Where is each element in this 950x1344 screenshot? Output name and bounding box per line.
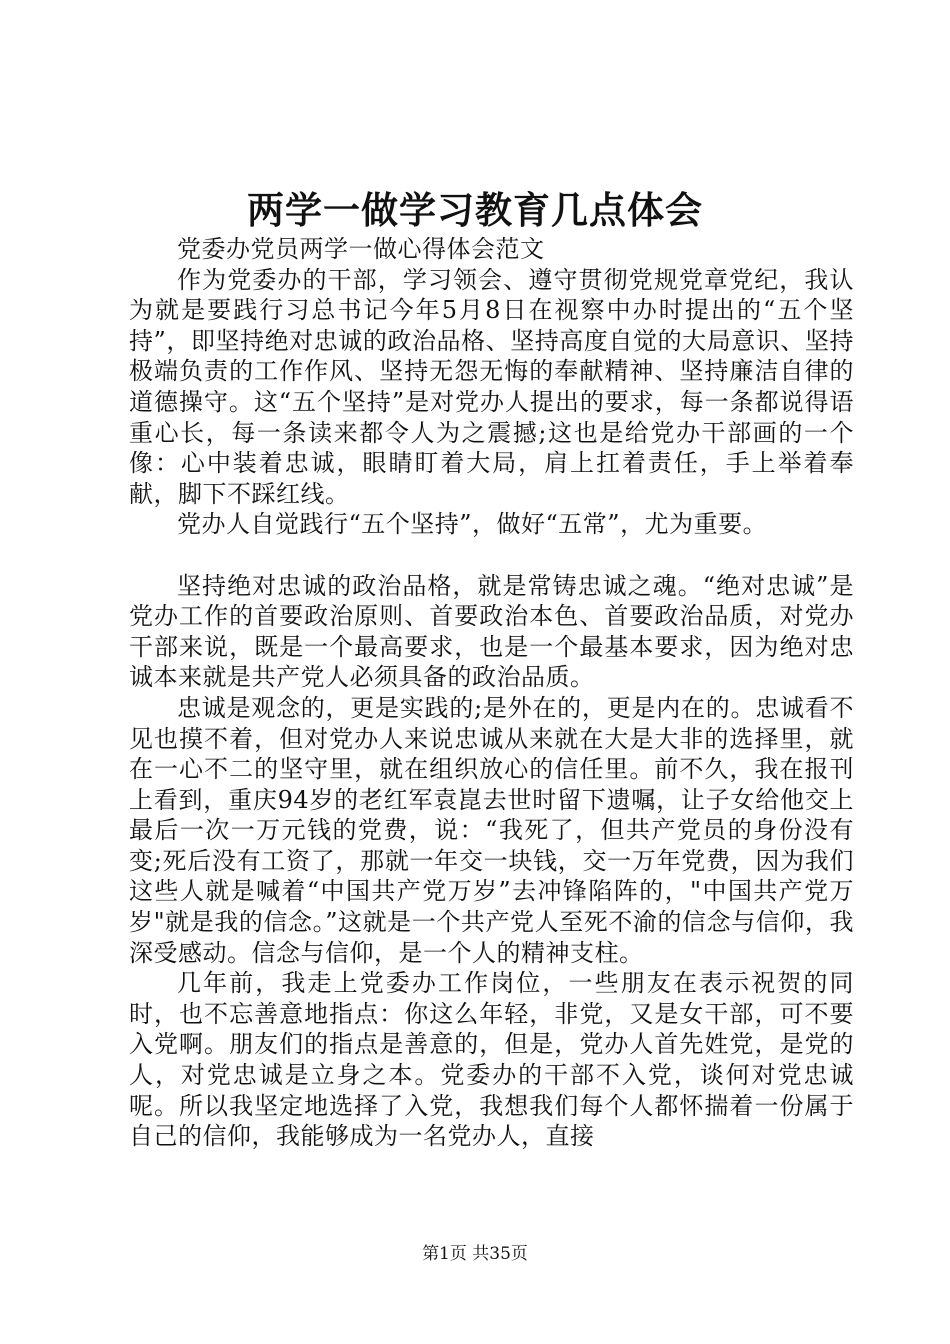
- paragraph-gap: [129, 540, 854, 571]
- document-title: 两学一做学习教育几点体会: [247, 188, 703, 232]
- document-body: [129, 234, 854, 1152]
- body-paragraph: 忠诚是观念的，更是实践的;是外在的，更是内在的。忠诚看不见也摸不着，但对党办人来说忠诚从来就在大是大非的选择里，就在一心不二的坚守里，就在组织放心的信任里。前不久，我在报刊上看到，重庆94岁的老红军袁崑去世时留下遗嘱，让子女给他交上最后一次一万元钱的党费，说：“我死了，但共产党员的身份没有变;死后没有工资了，那就一年交一块钱，交一万年党费，因为我们这些人就是喊着“中国共产党万岁”去冲锋陷阵的，"中国共产党万岁"就是我的信念。”这就是一个共产党人至死不渝的信念与信仰，我深受感动。信念与信仰，是一个人的精神支柱。: [129, 693, 854, 967]
- subtitle-paragraph: 党委办党员两学一做心得体会范文: [177, 235, 545, 263]
- page-number-footer: 第1页 共35页: [422, 1244, 528, 1264]
- body-paragraph: 党办人自觉践行“五个坚持”，做好“五常”，尤为重要。: [177, 510, 768, 539]
- body-paragraph: 作为党委办的干部，学习领会、遵守贯彻党规党章党纪，我认为就是要践行习总书记今年5月8日在视察中办时提出的“五个坚持”，即坚持绝对忠诚的政治品格、坚持高度自觉的大局意识、坚持极端负责的工作作风、坚持无怨无悔的奉献精神、坚持廉洁自律的道德操守。这“五个坚持”是对党办人提出的要求，每一条都说得语重心长，每一条读来都令人为之震撼;这也是给党办干部画的一个像：心中装着忠诚，眼睛盯着大局，肩上扛着责任，手上举着奉献，脚下不踩红线。: [129, 265, 854, 508]
- body-paragraph: 坚持绝对忠诚的政治品格，就是常铸忠诚之魂。“绝对忠诚”是党办工作的首要政治原则、首要政治本色、首要政治品质，对党办干部来说，既是一个最高要求，也是一个最基本要求，因为绝对忠诚本来就是共产党人必须具备的政治品质。: [129, 571, 854, 692]
- body-paragraph: 几年前，我走上党委办工作岗位，一些朋友在表示祝贺的同时，也不忘善意地指点：你这么年轻，非党，又是女干部，可不要入党啊。朋友们的指点是善意的，但是，党办人首先姓党，是党的人，对党忠诚是立身之本。党委办的干部不入党，谈何对党忠诚呢。所以我坚定地选择了入党，我想我们每个人都怀揣着一份属于自己的信仰，我能够成为一名党办人，直接: [129, 969, 854, 1151]
